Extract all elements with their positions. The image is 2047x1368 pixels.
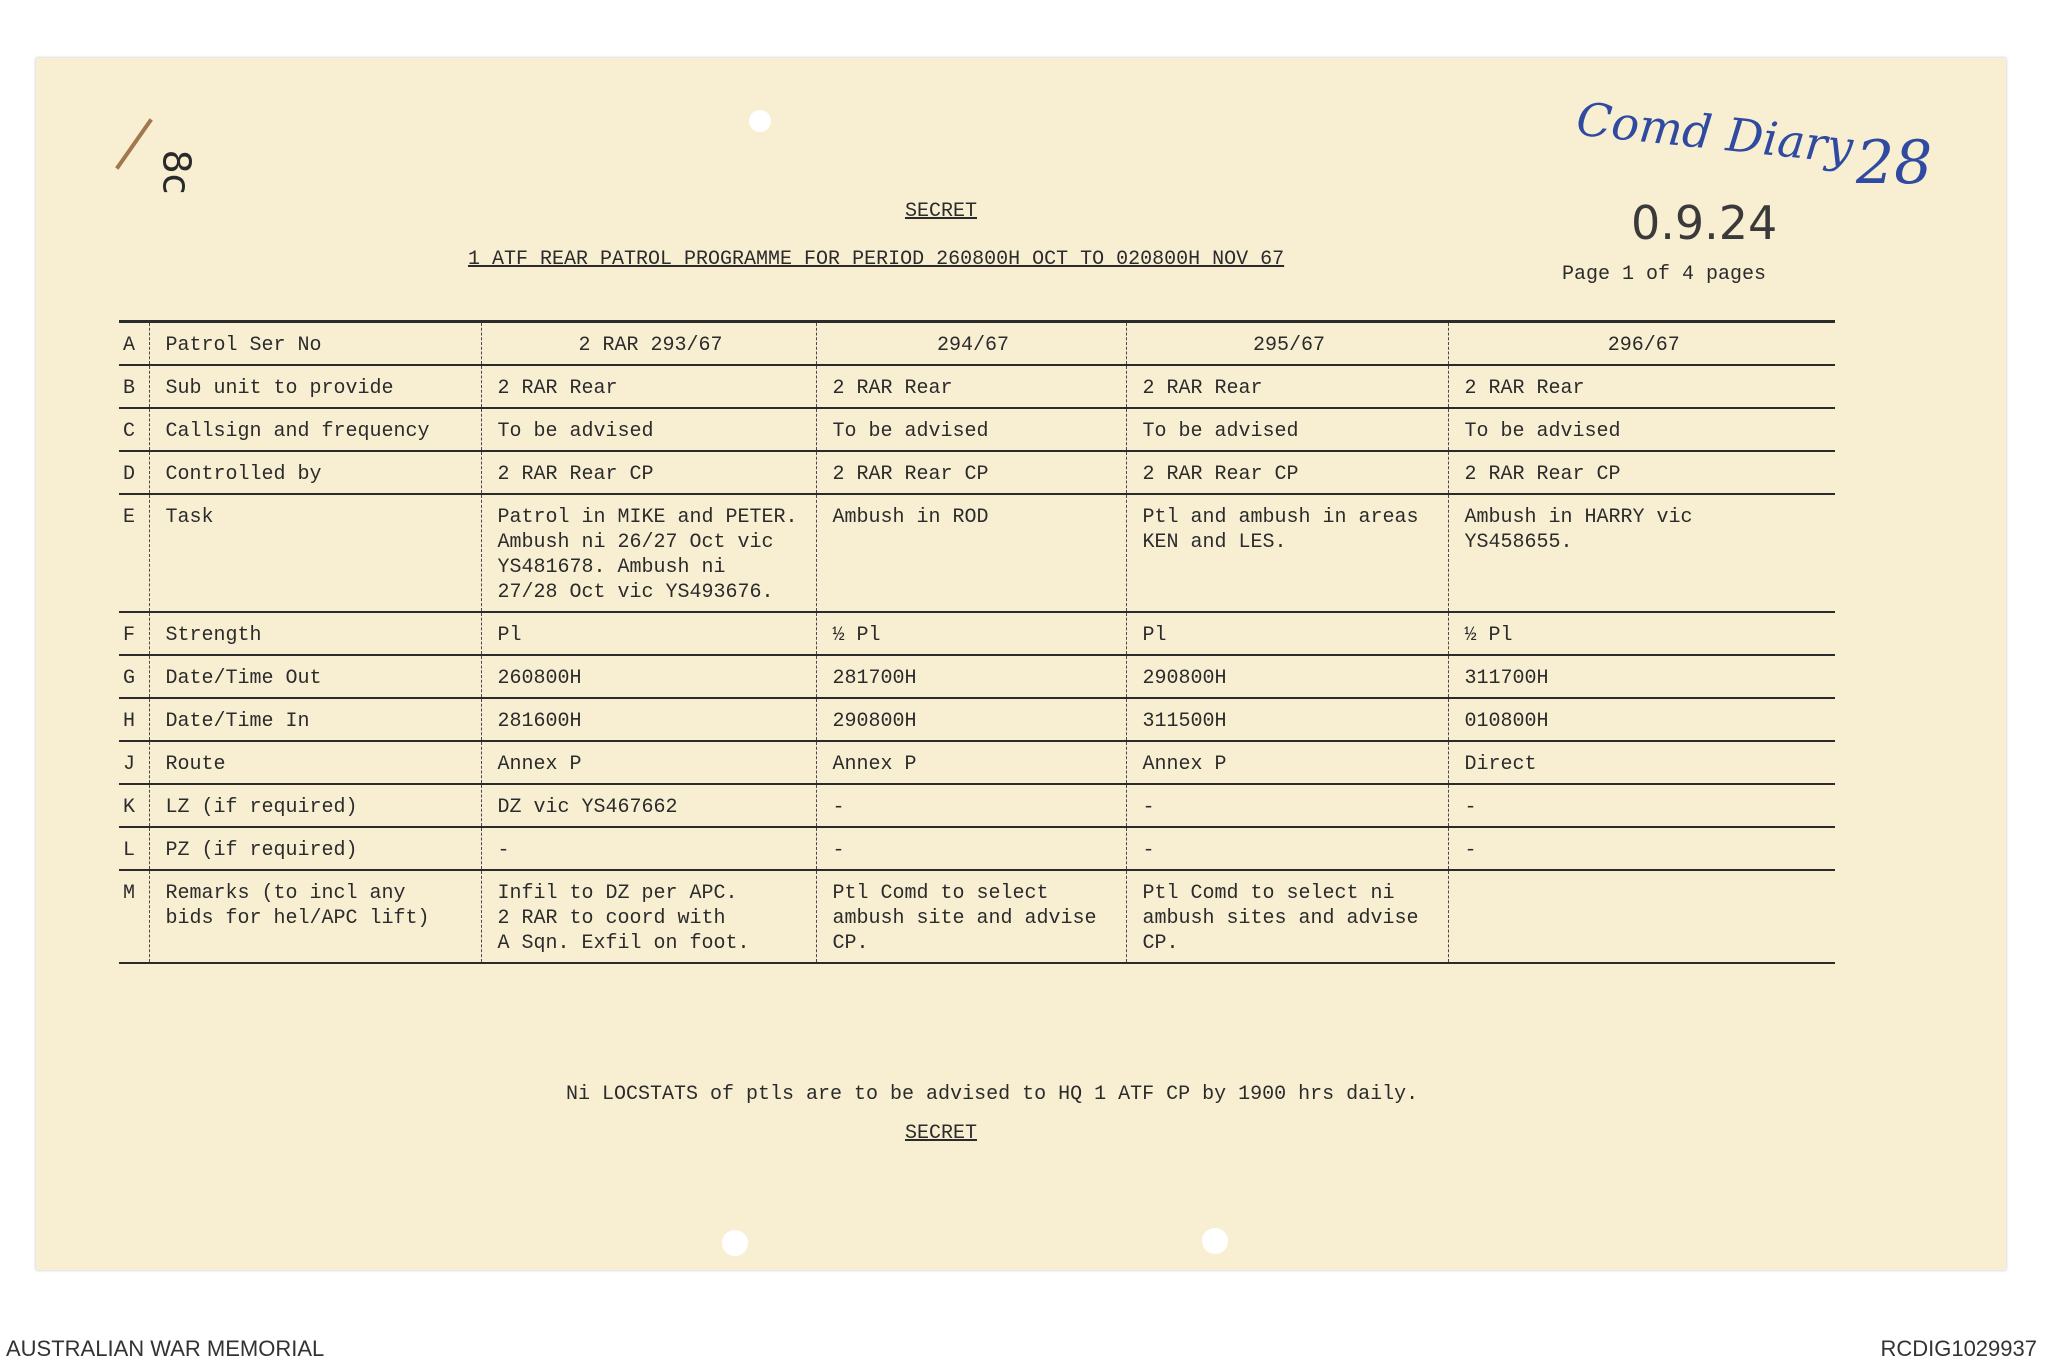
table-cell: 2 RAR Rear CP — [1448, 451, 1835, 494]
punch-hole — [722, 1230, 748, 1256]
table-cell: Ambush in ROD — [816, 494, 1126, 612]
table-cell: 010800H — [1448, 698, 1835, 741]
table-row — [119, 612, 1835, 655]
row-letter: D — [119, 451, 149, 494]
table-cell: - — [816, 827, 1126, 870]
document-title: 1 ATF REAR PATROL PROGRAMME FOR PERIOD 260800H OCT TO 020800H NOV 67 — [468, 248, 1285, 271]
table-cell: 2 RAR 293/67 — [481, 322, 816, 366]
table-cell: 294/67 — [816, 322, 1126, 366]
table-row — [119, 784, 1835, 827]
table-row — [119, 698, 1835, 741]
table-cell: Annex P — [1126, 741, 1448, 784]
footnote: Ni LOCSTATS of ptls are to be advised to HQ 1 ATF CP by 1900 hrs daily. — [566, 1083, 1419, 1106]
table-cell: 260800H — [481, 655, 816, 698]
table-cell: 281600H — [481, 698, 816, 741]
table-cell: Annex P — [816, 741, 1126, 784]
table-cell: 295/67 — [1126, 322, 1448, 366]
table-cell: To be advised — [1448, 408, 1835, 451]
table-cell: 290800H — [1126, 655, 1448, 698]
row-letter: E — [119, 494, 149, 612]
table-cell: 311500H — [1126, 698, 1448, 741]
table-cell: Ambush in HARRY vic YS458655. — [1448, 494, 1835, 612]
row-letter: B — [119, 365, 149, 408]
punch-hole — [749, 110, 771, 132]
table-cell: ½ Pl — [816, 612, 1126, 655]
table-cell: 2 RAR Rear CP — [1126, 451, 1448, 494]
row-letter: F — [119, 612, 149, 655]
handwritten-diary-number: 28 — [1856, 128, 1933, 198]
table-cell: 2 RAR Rear CP — [816, 451, 1126, 494]
pencil-mark — [115, 118, 153, 169]
table-cell: ½ Pl — [1448, 612, 1835, 655]
table-cell: Pl — [481, 612, 816, 655]
table-cell: 290800H — [816, 698, 1126, 741]
table-cell: - — [481, 827, 816, 870]
archive-item-id: RCDIG1029937 — [1880, 1336, 2037, 1361]
table-cell: To be advised — [481, 408, 816, 451]
row-label: Route — [149, 741, 481, 784]
table-cell: Ptl and ambush in areas KEN and LES. — [1126, 494, 1448, 612]
table-cell: DZ vic YS467662 — [481, 784, 816, 827]
row-label: Strength — [149, 612, 481, 655]
handwritten-side-mark: 8c — [154, 149, 199, 195]
row-letter: L — [119, 827, 149, 870]
table-cell: 281700H — [816, 655, 1126, 698]
row-label: Date/Time In — [149, 698, 481, 741]
table-cell — [1448, 870, 1835, 963]
table-cell: Pl — [1126, 612, 1448, 655]
classification-bottom: SECRET — [904, 1122, 977, 1145]
row-label: Patrol Ser No — [149, 322, 481, 366]
table-cell: To be advised — [816, 408, 1126, 451]
table-row — [119, 827, 1835, 870]
table-cell: - — [816, 784, 1126, 827]
table-row — [119, 741, 1835, 784]
table-cell: 2 RAR Rear — [481, 365, 816, 408]
table-row — [119, 322, 1835, 366]
handwritten-diary-label: Comd Diary — [1573, 91, 1856, 175]
row-label: LZ (if required) — [149, 784, 481, 827]
handwritten-reference: 0.9.24 — [1631, 196, 1778, 250]
table-cell: 296/67 — [1448, 322, 1835, 366]
table-cell: Direct — [1448, 741, 1835, 784]
row-label: Remarks (to incl any bids for hel/APC lift) — [149, 870, 481, 963]
row-label: PZ (if required) — [149, 827, 481, 870]
table-cell: Infil to DZ per APC. 2 RAR to coord with A Sqn. Exfil on foot. — [481, 870, 816, 963]
table-cell: - — [1448, 827, 1835, 870]
row-label: Callsign and frequency — [149, 408, 481, 451]
row-letter: C — [119, 408, 149, 451]
table-row — [119, 494, 1835, 612]
row-letter: J — [119, 741, 149, 784]
table-cell: - — [1126, 784, 1448, 827]
table-row — [119, 655, 1835, 698]
table-row — [119, 870, 1835, 963]
row-letter: H — [119, 698, 149, 741]
table-cell: 2 RAR Rear — [1448, 365, 1835, 408]
row-label: Controlled by — [149, 451, 481, 494]
classification-top: SECRET — [904, 200, 977, 223]
table-cell: To be advised — [1126, 408, 1448, 451]
row-letter: M — [119, 870, 149, 963]
patrol-table — [119, 320, 1835, 964]
table-cell: 2 RAR Rear — [816, 365, 1126, 408]
table-row — [119, 365, 1835, 408]
row-letter: K — [119, 784, 149, 827]
table-cell: Ptl Comd to select ni ambush sites and advise CP. — [1126, 870, 1448, 963]
table-cell: - — [1126, 827, 1448, 870]
page-info: Page 1 of 4 pages — [1562, 263, 1767, 286]
table-cell: 2 RAR Rear — [1126, 365, 1448, 408]
table-cell: 311700H — [1448, 655, 1835, 698]
row-letter: G — [119, 655, 149, 698]
table-cell: - — [1448, 784, 1835, 827]
row-label: Date/Time Out — [149, 655, 481, 698]
patrol-table-body — [119, 322, 1835, 964]
document-page — [36, 58, 2006, 1270]
table-cell: Patrol in MIKE and PETER. Ambush ni 26/27 Oct vic YS481678. Ambush ni 27/28 Oct vic YS493676. — [481, 494, 816, 612]
table-row — [119, 408, 1835, 451]
table-cell: Annex P — [481, 741, 816, 784]
table-row — [119, 451, 1835, 494]
table-cell: Ptl Comd to select ambush site and advise CP. — [816, 870, 1126, 963]
table-cell: 2 RAR Rear CP — [481, 451, 816, 494]
row-label: Task — [149, 494, 481, 612]
punch-hole — [1202, 1228, 1228, 1254]
archive-institution: AUSTRALIAN WAR MEMORIAL — [6, 1336, 325, 1361]
row-letter: A — [119, 322, 149, 366]
row-label: Sub unit to provide — [149, 365, 481, 408]
